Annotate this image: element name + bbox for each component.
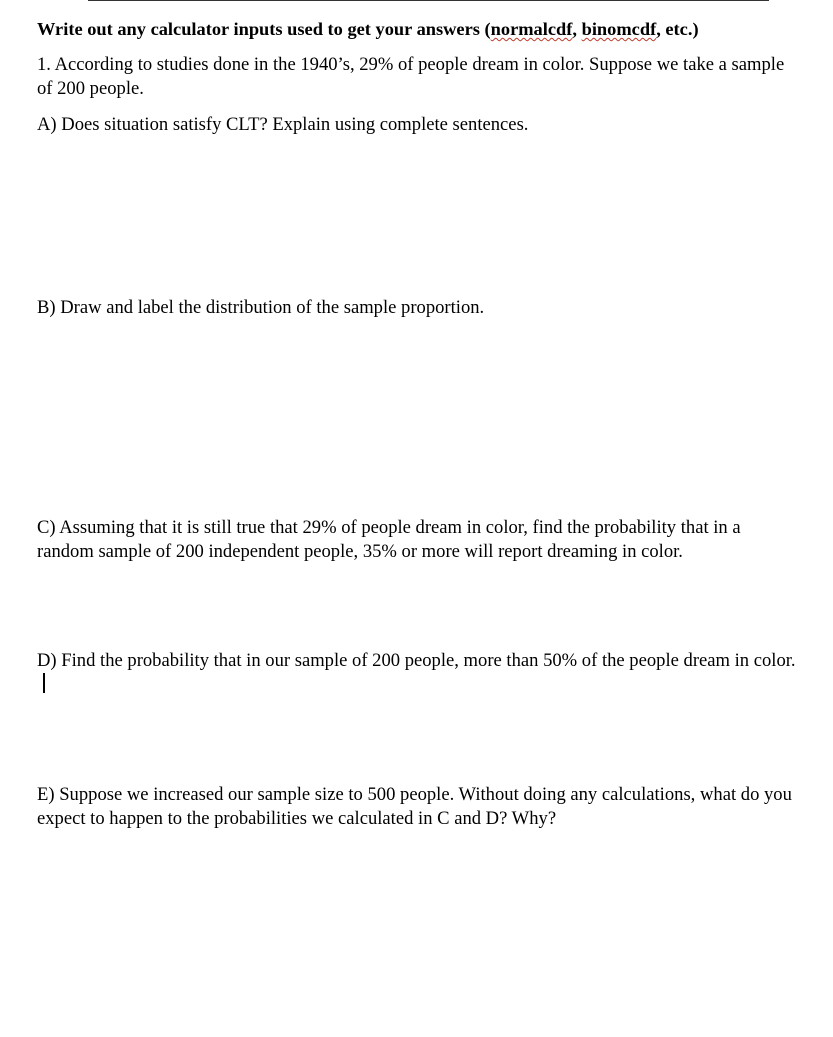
problem-intro[interactable]: 1. According to studies done in the 1940’s, 29% of people dream in color. Suppose we take a sample of 200 people. [37, 54, 785, 99]
question-d-text: Find the probability that in our sample of 200 people, more than 50% of the people dream in color. [61, 650, 796, 671]
instructions-heading[interactable] [37, 17, 797, 41]
spellcheck-binomcdf[interactable]: binomcdf [581, 19, 657, 39]
question-b[interactable] [37, 296, 797, 320]
instructions-suffix: , etc.) [656, 19, 699, 39]
question-c-label: C) [37, 517, 56, 538]
question-e-label: E) [37, 784, 55, 805]
question-e[interactable] [37, 783, 797, 831]
question-c[interactable] [37, 516, 797, 564]
question-c-text: Assuming that it is still true that 29% of people dream in color, find the probability that in a random sample of 200 independent people, 35% or more will report dreaming in color. [37, 517, 741, 562]
instructions-prefix: Write out any calculator inputs used to get your answers ( [37, 19, 491, 39]
top-border-line [88, 0, 769, 1]
question-a-text: Does situation satisfy CLT? Explain using complete sentences. [61, 114, 529, 135]
question-a[interactable] [37, 113, 797, 137]
question-e-text: Suppose we increased our sample size to 500 people. Without doing any calculations, what do you expect to happen to the probabilities we calculated in C and D? Why? [37, 784, 792, 829]
instructions-separator: , [572, 19, 582, 39]
question-a-label: A) [37, 114, 57, 135]
question-d[interactable] [37, 649, 797, 697]
text-cursor [43, 673, 45, 693]
question-b-label: B) [37, 297, 56, 318]
question-b-text: Draw and label the distribution of the sample proportion. [60, 297, 485, 318]
question-d-label: D) [37, 650, 57, 671]
spellcheck-normalcdf[interactable]: normalcdf [490, 19, 573, 39]
